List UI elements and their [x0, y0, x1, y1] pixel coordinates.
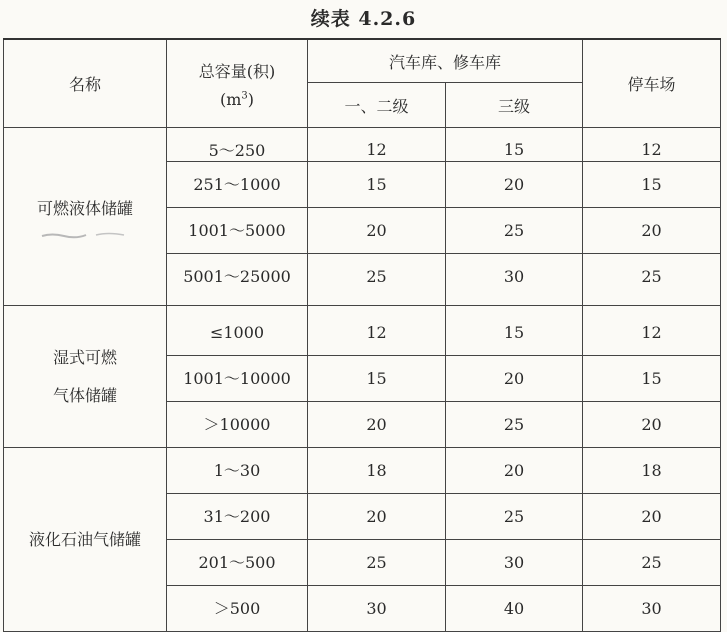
- header-garage: 汽车库、修车库: [308, 39, 583, 83]
- group-name: [4, 448, 167, 632]
- capacity-cell: ＞10000: [167, 402, 308, 448]
- level3-cell: 30: [446, 540, 583, 586]
- level12-cell: 12: [308, 128, 446, 162]
- group-name-line: 可燃液体储罐: [36, 198, 133, 218]
- level3-cell: 20: [446, 356, 583, 402]
- group-name-line: 湿式可燃: [52, 347, 117, 367]
- level3-cell: 25: [446, 402, 583, 448]
- group-name-line: 气体储罐: [52, 385, 117, 405]
- capacity-cell: 251～1000: [167, 162, 308, 208]
- parking-cell: 18: [583, 448, 721, 494]
- parking-cell: 15: [583, 356, 721, 402]
- level3-cell: 20: [446, 448, 583, 494]
- level3-cell: 40: [446, 586, 583, 632]
- level3-cell: 15: [446, 128, 583, 162]
- header-garage-level12: 一、二级: [308, 83, 446, 128]
- parking-cell: 25: [583, 540, 721, 586]
- unit-sup: 3: [241, 90, 248, 102]
- header-capacity: [167, 39, 308, 128]
- header-name: 名称: [4, 39, 167, 128]
- capacity-cell: 5～250: [167, 128, 308, 162]
- table-title: 续表 4.2.6: [310, 8, 417, 30]
- header-capacity-unit: $(m^3)$: [219, 89, 255, 109]
- level12-cell: 25: [308, 254, 446, 306]
- header-capacity-label: 总容量(积): [198, 61, 276, 81]
- parking-cell: 20: [583, 494, 721, 540]
- level3-cell: 15: [446, 306, 583, 356]
- level3-cell: 30: [446, 254, 583, 306]
- capacity-cell: 5001～25000: [167, 254, 308, 306]
- header-garage-level3: 三级: [446, 83, 583, 128]
- level12-cell: 20: [308, 402, 446, 448]
- capacity-cell: 1001～10000: [167, 356, 308, 402]
- capacity-cell: 1～30: [167, 448, 308, 494]
- parking-cell: 15: [583, 162, 721, 208]
- parking-cell: 20: [583, 208, 721, 254]
- level3-cell: 25: [446, 494, 583, 540]
- capacity-cell: 201～500: [167, 540, 308, 586]
- group-name-line: 液化石油气储罐: [28, 529, 141, 549]
- capacity-cell: ＞500: [167, 586, 308, 632]
- capacity-cell: 31～200: [167, 494, 308, 540]
- parking-cell: 25: [583, 254, 721, 306]
- capacity-cell: ≤1000: [167, 306, 308, 356]
- level12-cell: 15: [308, 356, 446, 402]
- group-name: [4, 306, 167, 448]
- level12-cell: 25: [308, 540, 446, 586]
- level12-cell: 15: [308, 162, 446, 208]
- capacity-cell: 1001～5000: [167, 208, 308, 254]
- parking-cell: 20: [583, 402, 721, 448]
- header-parking: 停车场: [583, 39, 721, 128]
- level12-cell: 12: [308, 306, 446, 356]
- scan-smudge: [40, 231, 130, 239]
- distance-table: [3, 38, 721, 632]
- level12-cell: 20: [308, 208, 446, 254]
- level12-cell: 30: [308, 586, 446, 632]
- level3-cell: 25: [446, 208, 583, 254]
- parking-cell: 12: [583, 306, 721, 356]
- level12-cell: 18: [308, 448, 446, 494]
- group-name: [4, 128, 167, 306]
- parking-cell: 30: [583, 586, 721, 632]
- unit-base: m: [226, 89, 242, 109]
- level3-cell: 20: [446, 162, 583, 208]
- parking-cell: 12: [583, 128, 721, 162]
- level12-cell: 20: [308, 494, 446, 540]
